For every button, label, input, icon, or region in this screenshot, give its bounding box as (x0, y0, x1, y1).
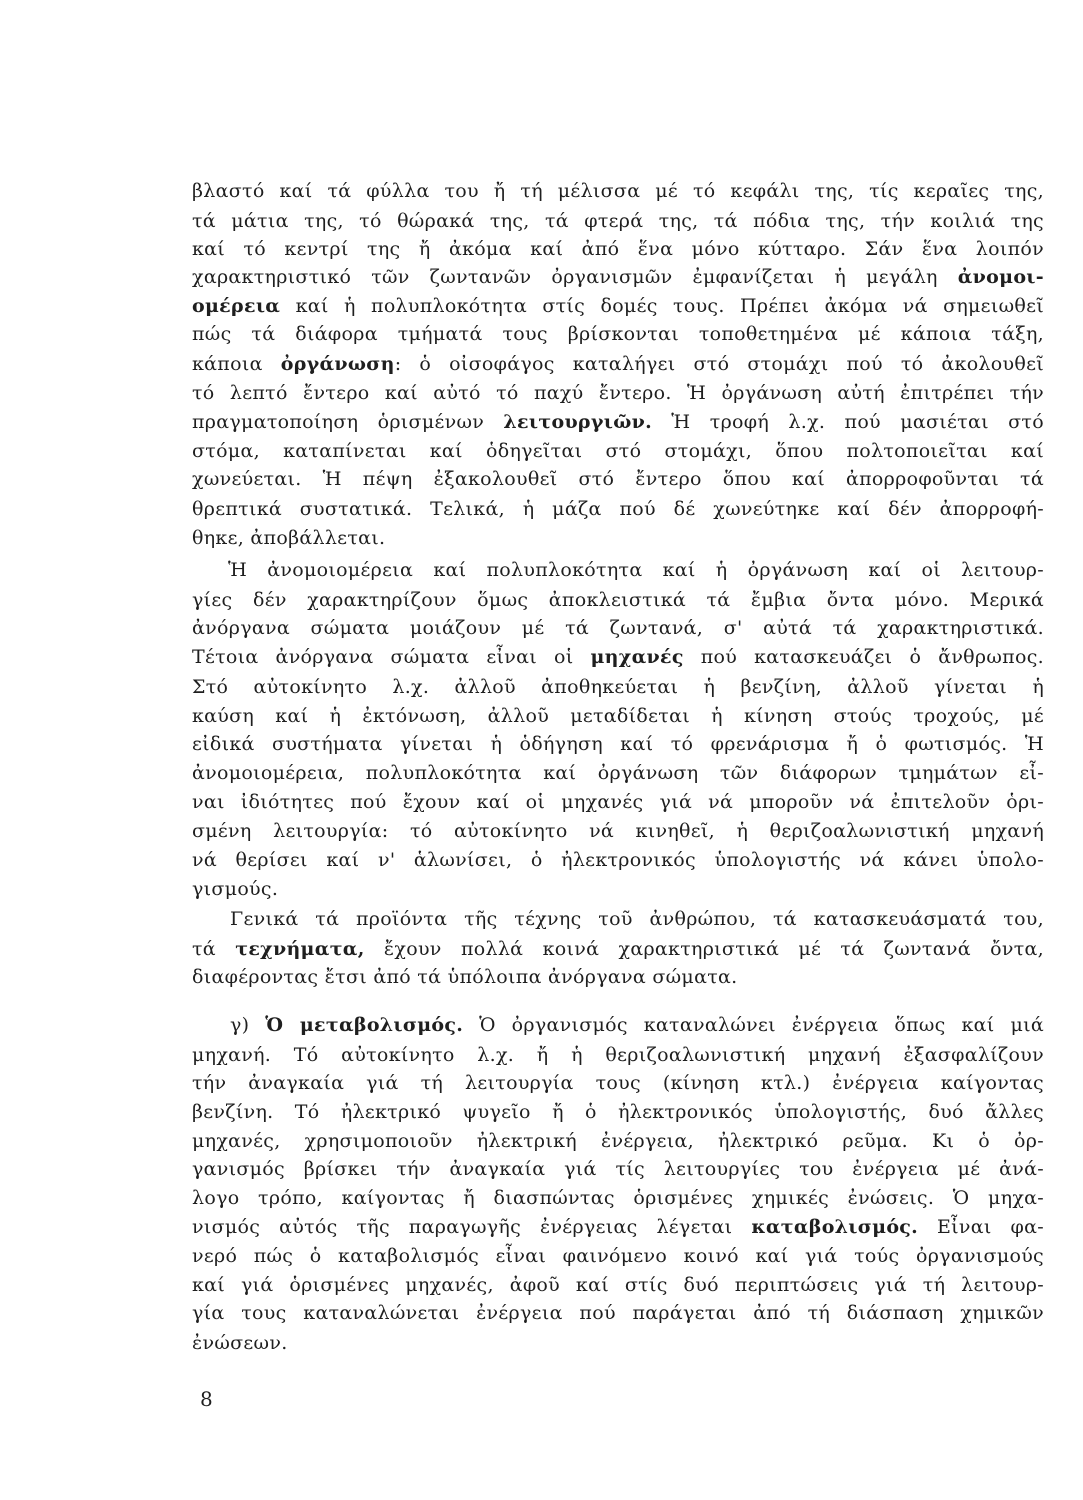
text-line: διαφέροντας ἔτσι ἀπό τά ὑπόλοιπα ἀνόργανα σώματα. (192, 966, 738, 988)
text-line: εἰδικά συστήματα γίνεται ἡ ὁδήγηση καί τό φρενάρισμα ἤ ὁ φωτισμός. Ἡ (192, 733, 1044, 755)
bold-term: μηχανές (590, 646, 684, 668)
text-line: καύση καί ἡ ἐκτόνωση, ἀλλοῦ μεταδίδεται ἡ κίνηση στούς τροχούς, μέ (192, 705, 1044, 727)
text-line: ἀνομοιομέρεια, πολυπλοκότητα καί ὀργάνωση τῶν διάφορων τμημάτων εἶ- (192, 762, 1044, 784)
text-line: μηχανή. Τό αὐτοκίνητο λ.χ. ἤ ἡ θεριζοαλωνιστική μηχανή ἐξασφαλίζουν (192, 1044, 1044, 1066)
text-line: γία τους καταναλώνεται ἐνέργεια πού παράγεται ἀπό τή διάσπαση χημικῶν (192, 1302, 1044, 1324)
text-line: Γενικά τά προϊόντα τῆς τέχνης τοῦ ἀνθρώπου, τά κατασκευάσματά του, (230, 908, 1044, 930)
text-line: θηκε, ἀποβάλλεται. (192, 527, 386, 549)
text-line: ἐνώσεων. (192, 1332, 288, 1354)
text-line: βενζίνη. Τό ἠλεκτρικό ψυγεῖο ἤ ὁ ἠλεκτρονικός ὑπολογιστής, δυό ἄλλες (192, 1101, 1044, 1123)
bold-term: ομέρεια (192, 295, 281, 317)
text-line: γίες δέν χαρακτηρίζουν ὅμως ἀποκλειστικά τά ἔμβια ὄντα μόνο. Μερικά (192, 589, 1044, 611)
bold-term: ἀνομοι- (957, 266, 1044, 288)
text-line: τά τεχνήματα, ἔχουν πολλά κοινά χαρακτηριστικά μέ τά ζωντανά ὄντα, (192, 938, 1044, 960)
text-line: θρεπτικά συστατικά. Τελικά, ἡ μάζα πού δέ χωνεύτηκε καί δέν ἀπορροφή- (192, 498, 1044, 520)
section-heading: Ὁ μεταβολισμός. (265, 1014, 464, 1036)
text-line: νά θερίσει καί ν' ἁλωνίσει, ὁ ἠλεκτρονικός ὑπολογιστής νά κάνει ὑπολο- (192, 849, 1044, 871)
text-line: καί γιά ὁρισμένες μηχανές, ἀφοῦ καί στίς δυό περιπτώσεις γιά τή λειτουρ- (192, 1274, 1044, 1296)
text-line: νερό πώς ὁ καταβολισμός εἶναι φαινόμενο κοινό καί γιά τούς ὀργανισμούς (192, 1245, 1044, 1267)
text-line: τό λεπτό ἔντερο καί αὐτό τό παχύ ἔντερο. Ἡ ὀργάνωση αὐτή ἐπιτρέπει τήν (192, 382, 1044, 404)
text-line: τά μάτια της, τό θώρακά της, τά φτερά της, τά πόδια της, τήν κοιλιά της (192, 210, 1044, 232)
text-line: Ἡ ἀνομοιομέρεια καί πολυπλοκότητα καί ἡ ὀργάνωση καί οἱ λειτουρ- (228, 559, 1044, 581)
text-line: γ) Ὁ μεταβολισμός. Ὁ ὀργανισμός καταναλώνει ἐνέργεια ὅπως καί μιά (230, 1014, 1044, 1036)
text-line: Στό αὐτοκίνητο λ.χ. ἀλλοῦ ἀποθηκεύεται ἡ βενζίνη, ἀλλοῦ γίνεται ἡ (192, 676, 1044, 698)
text-line: στόμα, καταπίνεται καί ὁδηγεῖται στό στομάχι, ὅπου πολτοποιεῖται καί (192, 440, 1044, 462)
text-line: καί τό κεντρί της ἤ ἀκόμα καί ἀπό ἕνα μόνο κύτταρο. Σάν ἕνα λοιπόν (192, 238, 1044, 260)
text-line: κάποια ὀργάνωση: ὁ οἰσοφάγος καταλήγει στό στομάχι πού τό ἀκολουθεῖ (192, 353, 1044, 375)
page-number: 8 (200, 1387, 213, 1411)
text-line: χωνεύεται. Ἡ πέψη ἐξακολουθεῖ στό ἔντερο ὅπου καί ἀπορροφοῦνται τά (192, 468, 1044, 490)
text-line: πώς τά διάφορα τμήματά τους βρίσκονται τοποθετημένα μέ κάποια τάξη, (192, 323, 1044, 345)
text-line: τήν ἀναγκαία γιά τή λειτουργία τους (κίνηση κτλ.) ἐνέργεια καίγοντας (192, 1072, 1044, 1094)
text-line: σμένη λειτουργία: τό αὐτοκίνητο νά κινηθεῖ, ἡ θεριζοαλωνιστική μηχανή (192, 820, 1044, 842)
text-line: ομέρεια καί ἡ πολυπλοκότητα στίς δομές τους. Πρέπει ἀκόμα νά σημειωθεῖ (192, 295, 1044, 317)
bold-term: τεχνήματα, (235, 938, 365, 960)
text-line: ναι ἰδιότητες πού ἔχουν καί οἱ μηχανές γιά νά μποροῦν νά ἐπιτελοῦν ὁρι- (192, 791, 1044, 813)
bold-term: καταβολισμός. (751, 1216, 919, 1238)
text-line: γανισμός βρίσκει τήν ἀναγκαία γιά τίς λειτουργίες του ἐνέργεια μέ ἀνά- (192, 1158, 1044, 1180)
bold-term: λειτουργιῶν. (503, 411, 652, 433)
text-line: μηχανές, χρησιμοποιοῦν ἠλεκτρική ἐνέργεια, ἠλεκτρικό ρεῦμα. Κι ὁ ὀρ- (192, 1130, 1044, 1152)
text-line: πραγματοποίηση ὁρισμένων λειτουργιῶν. Ἡ τροφή λ.χ. πού μασιέται στό (192, 411, 1044, 433)
text-line: λογο τρόπο, καίγοντας ἤ διασπώντας ὁρισμένες χημικές ἐνώσεις. Ὁ μηχα- (192, 1187, 1044, 1209)
text-line: χαρακτηριστικό τῶν ζωντανῶν ὀργανισμῶν ἐμφανίζεται ἡ μεγάλη ἀνομοι- (192, 266, 1044, 288)
bold-term: ὀργάνωση (280, 353, 395, 375)
text-line: νισμός αὐτός τῆς παραγωγῆς ἐνέργειας λέγεται καταβολισμός. Εἶναι φα- (192, 1216, 1044, 1238)
text-line: Τέτοια ἀνόργανα σώματα εἶναι οἱ μηχανές πού κατασκευάζει ὁ ἄνθρωπος. (192, 646, 1044, 668)
text-line: ἀνόργανα σώματα μοιάζουν μέ τά ζωντανά, σ' αὐτά τά χαρακτηριστικά. (192, 617, 1044, 639)
text-line: γισμούς. (192, 878, 279, 900)
text-line: βλαστό καί τά φύλλα του ἤ τή μέλισσα μέ τό κεφάλι της, τίς κεραῖες της, (192, 180, 1044, 202)
